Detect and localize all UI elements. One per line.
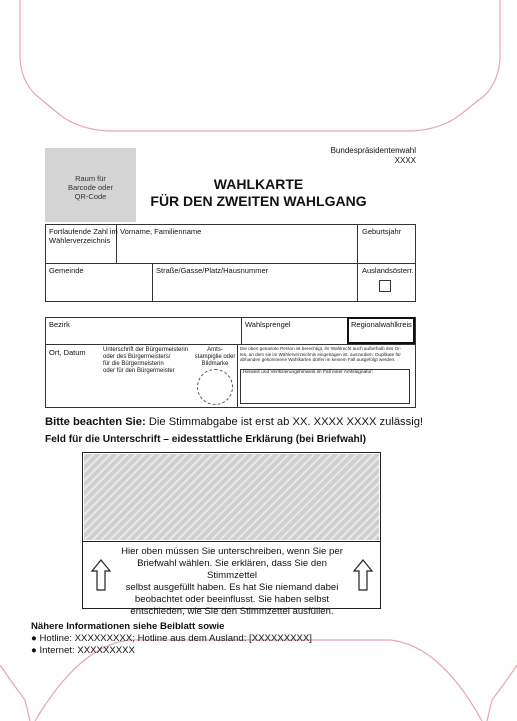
list-number-label: Fortlaufende Zahl im Wählerverzeichnis: [49, 227, 118, 245]
signature-heading: Feld für die Unterschrift – eidesstattliche Erklärung (bei Briefwahl): [45, 434, 366, 445]
legal-text: Die oben genannte Person ist berechtigt, ihr Wahlrecht auch außerhalb des Or- tes, an dem sie im Wählerverzeichnis eingetragen ist, auszuüben. Duplikate für abhanden gekommene Wahlkarten dürfen in keinem Fall ausgefolgt werden.: [240, 346, 402, 363]
region-label: Regionalwahlkreis: [351, 320, 412, 329]
notes-label: Hinweis und Verifizierungshinweis im Fall einer Amtssignatur:: [243, 370, 374, 375]
barcode-label: Raum für Barcode oder QR-Code: [67, 174, 114, 201]
arrow-up-icon: [90, 558, 112, 592]
list-item: ● Internet: XXXXXXXXX: [31, 645, 135, 656]
birth-year-label: Geburtsjahr: [362, 227, 402, 236]
abroad-label: Auslandsösterr.: [362, 266, 414, 275]
page-title: WAHLKARTE FÜR DEN ZWEITEN WAHLGANG: [150, 176, 367, 209]
info-heading: Nähere Informationen siehe Beiblatt sowie: [31, 621, 225, 632]
signature-instructions: Hier oben müssen Sie unterschreiben, wenn Sie per Briefwahl wählen. Sie erklären, dass Sie den Stimmzettel selbst ausgefüllt haben. Es hat Sie niemand dabei beobachtet oder beeinflusst. Sie haben selbst entschieden, wie Sie den Stimmzettel ausfüllen.: [121, 546, 343, 617]
precinct-label: Wahlsprengel: [245, 320, 291, 329]
bullet-icon: ●: [31, 633, 37, 644]
district-label: Bezirk: [49, 320, 70, 329]
address-label: Straße/Gasse/Platz/Hausnummer: [156, 266, 269, 275]
list-item: ● Hotline: XXXXXXXXX; Hotline aus dem Ausland: [XXXXXXXXX]: [31, 633, 312, 644]
bullet-icon: ●: [31, 645, 37, 656]
name-label: Vorname, Familienname: [120, 227, 202, 236]
info-list: [31, 633, 312, 657]
place-date-label: Ort, Datum: [49, 348, 86, 357]
arrow-up-icon: [352, 558, 374, 592]
voting-notice: Bitte beachten Sie: Die Stimmabgabe ist erst ab XX. XXXX XXXX zulässig!: [45, 416, 424, 428]
signature-pattern-field[interactable]: [84, 454, 379, 540]
municipality-label: Gemeinde: [49, 266, 84, 275]
stamp-label: Amts- stampiglie oder Bildmarke: [194, 347, 236, 367]
abroad-checkbox[interactable]: [379, 280, 391, 292]
mayor-signature-label: Unterschrift der Bürgermeisterin oder des Bürgermeisters/ für die Bürgermeisterin oder für den Bürgermeister: [103, 347, 189, 374]
election-name: Bundespräsidentenwahl XXXX: [330, 146, 416, 165]
stamp-circle: [197, 369, 233, 405]
